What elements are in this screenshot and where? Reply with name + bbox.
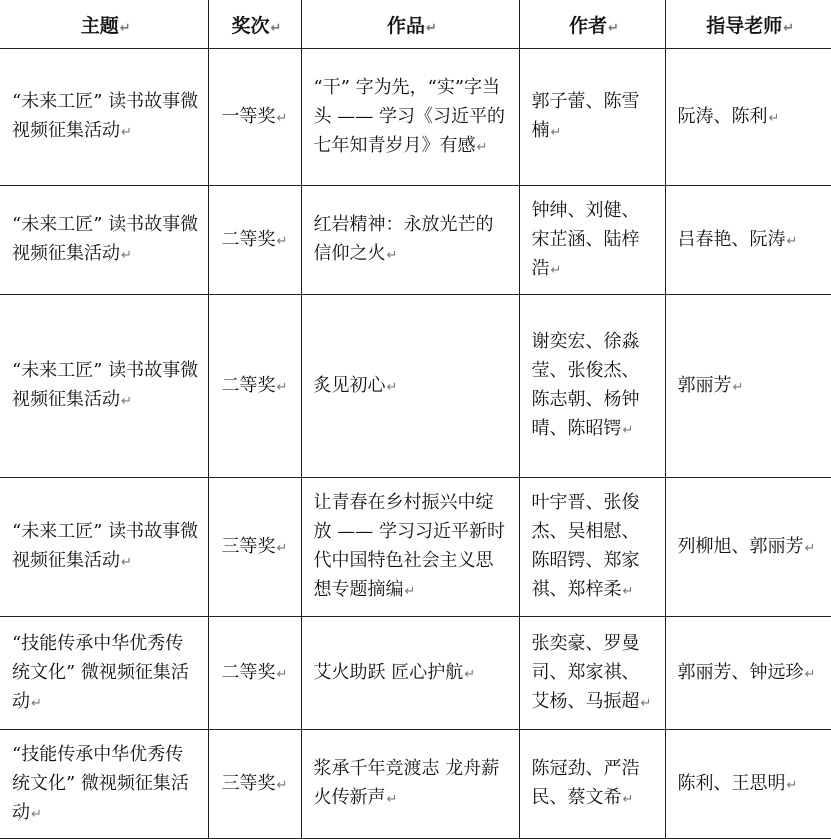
award-cell: 二等奖↵ xyxy=(208,617,301,730)
advisors-cell: 列柳旭、郭丽芳↵ xyxy=(665,478,831,617)
work-cell: 艾火助跃 匠心护航↵ xyxy=(301,617,519,730)
table-row xyxy=(0,186,831,295)
advisors-cell: 郭丽芳↵ xyxy=(665,295,831,478)
work-cell: 炙见初心↵ xyxy=(301,295,519,478)
theme-cell: “未来工匠” 读书故事微视频征集活动↵ xyxy=(0,49,208,186)
header-award: 奖次↵ xyxy=(208,0,301,49)
advisors-cell: 陈利、王思明↵ xyxy=(665,730,831,839)
theme-cell: “未来工匠” 读书故事微视频征集活动↵ xyxy=(0,478,208,617)
header-row xyxy=(0,0,831,49)
authors-cell: 谢奕宏、徐淼莹、张俊杰、陈志朝、杨钟晴、陈昭锷↵ xyxy=(519,295,665,478)
advisors-cell: 吕春艳、阮涛↵ xyxy=(665,186,831,295)
theme-cell: “未来工匠” 读书故事微视频征集活动↵ xyxy=(0,186,208,295)
advisors-cell: 阮涛、陈利↵ xyxy=(665,49,831,186)
work-cell: 浆承千年竞渡志 龙舟薪火传新声↵ xyxy=(301,730,519,839)
header-advisors: 指导老师↵ xyxy=(665,0,831,49)
header-work: 作品↵ xyxy=(301,0,519,49)
header-theme: 主题↵ xyxy=(0,0,208,49)
table-row xyxy=(0,295,831,478)
award-cell: 一等奖↵ xyxy=(208,49,301,186)
award-cell: 三等奖↵ xyxy=(208,730,301,839)
theme-cell: “技能传承中华优秀传统文化” 微视频征集活动↵ xyxy=(0,730,208,839)
work-cell: “干” 字为先，“实”字当头 —— 学习《习近平的七年知青岁月》有感↵ xyxy=(301,49,519,186)
header-authors: 作者↵ xyxy=(519,0,665,49)
authors-cell: 钟绅、刘健、宋芷涵、陆梓浩↵ xyxy=(519,186,665,295)
table-row xyxy=(0,478,831,617)
work-cell: 红岩精神：永放光芒的信仰之火↵ xyxy=(301,186,519,295)
table-row xyxy=(0,730,831,839)
theme-cell: “未来工匠” 读书故事微视频征集活动↵ xyxy=(0,295,208,478)
theme-cell: “技能传承中华优秀传统文化” 微视频征集活动↵ xyxy=(0,617,208,730)
table-row xyxy=(0,49,831,186)
authors-cell: 郭子蕾、陈雪楠↵ xyxy=(519,49,665,186)
advisors-cell: 郭丽芳、钟远珍↵ xyxy=(665,617,831,730)
award-cell: 二等奖↵ xyxy=(208,295,301,478)
authors-cell: 叶宇晋、张俊杰、吴相慰、陈昭锷、郑家祺、郑梓柔↵ xyxy=(519,478,665,617)
table-row xyxy=(0,617,831,730)
work-cell: 让青春在乡村振兴中绽放 —— 学习习近平新时代中国特色社会主义思想专题摘编↵ xyxy=(301,478,519,617)
award-cell: 二等奖↵ xyxy=(208,186,301,295)
authors-cell: 张奕豪、罗曼司、郑家祺、艾杨、马振超↵ xyxy=(519,617,665,730)
authors-cell: 陈冠劲、严浩民、蔡文希↵ xyxy=(519,730,665,839)
award-cell: 三等奖↵ xyxy=(208,478,301,617)
